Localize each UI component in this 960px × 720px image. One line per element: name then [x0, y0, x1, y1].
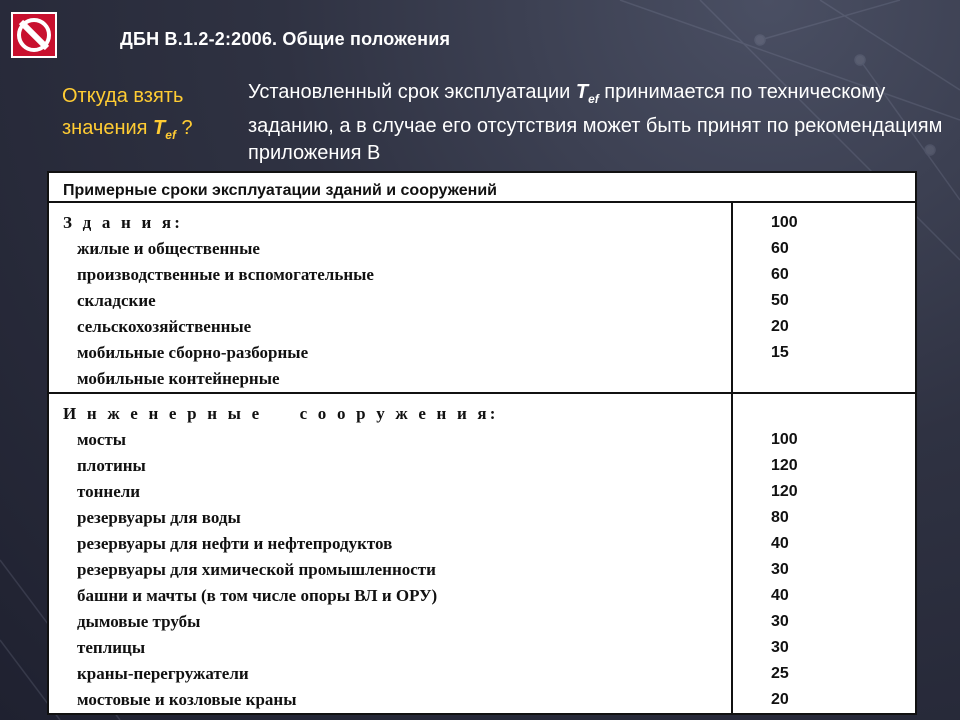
value-item: 80 — [771, 509, 789, 526]
value-item: 30 — [771, 561, 789, 578]
value-item: 15 — [771, 344, 789, 361]
value-item: 60 — [771, 240, 789, 257]
logo-icon — [11, 12, 57, 58]
value-item: 30 — [771, 639, 789, 656]
list-item: мобильные контейнерные — [77, 369, 280, 388]
list-item: производственные и вспомогательные — [77, 265, 374, 284]
answer-part-2: принимается по техническому заданию, а в случае его отсутствия может быть принят по рекомендациям приложения В — [248, 81, 943, 164]
list-item: резервуары для химической промышленности — [77, 560, 436, 579]
list-item: резервуары для воды — [77, 508, 241, 527]
buildings-names-cell — [48, 202, 732, 393]
list-item: складские — [77, 291, 156, 310]
value-item: 30 — [771, 613, 789, 630]
engineering-names-cell — [48, 393, 732, 714]
question-prefix: значения — [62, 117, 154, 139]
buildings-values-cell — [732, 202, 916, 393]
question-suffix: ? — [175, 117, 193, 139]
value-item: 40 — [771, 587, 789, 604]
list-item: резервуары для нефти и нефтепродуктов — [77, 534, 393, 553]
list-item: плотины — [77, 456, 146, 475]
question-text — [62, 80, 242, 151]
service-life-table — [47, 171, 917, 715]
section-title-engineering: И н ж е н е р н ы е с о о р у ж е н и я: — [63, 404, 499, 423]
value-item: 120 — [771, 483, 798, 500]
table-row-engineering — [48, 393, 916, 714]
table-caption: Примерные сроки эксплуатации зданий и сооружений — [48, 172, 916, 202]
list-item: краны-перегружатели — [77, 664, 249, 683]
page-title: ДБН В.1.2-2:2006. Общие положения — [120, 29, 451, 49]
question-symbol: $T_{ef}$ — [153, 117, 176, 142]
answer-part-1: Установленный срок эксплуатации — [248, 81, 576, 103]
answer-symbol: $T_{ef}$ — [575, 81, 599, 106]
value-item: 50 — [771, 292, 789, 309]
list-item: мобильные сборно-разборные — [77, 343, 309, 362]
value-item: 20 — [771, 318, 789, 335]
value-item: 100 — [771, 431, 798, 448]
value-spacer — [771, 401, 915, 427]
value-item: 25 — [771, 665, 789, 682]
answer-text — [248, 79, 948, 167]
section-title-buildings: З д а н и я: — [63, 213, 184, 232]
value-item: 120 — [771, 457, 798, 474]
value-item: 20 — [771, 691, 789, 708]
list-item: тоннели — [77, 482, 141, 501]
engineering-values-cell — [732, 393, 916, 714]
list-item: мостовые и козловые краны — [77, 690, 297, 709]
list-item: башни и мачты (в том числе опоры ВЛ и ОРУ) — [77, 586, 438, 605]
list-item: дымовые трубы — [77, 612, 201, 631]
value-item: 60 — [771, 266, 789, 283]
value-item: 40 — [771, 535, 789, 552]
question-line-2 — [62, 112, 242, 151]
value-item: 100 — [771, 214, 798, 231]
list-item: мосты — [77, 430, 127, 449]
list-item: жилые и общественные — [77, 239, 260, 258]
question-line-1: Откуда взять — [62, 85, 184, 107]
list-item: теплицы — [77, 638, 146, 657]
list-item: сельскохозяйственные — [77, 317, 252, 336]
table-row-buildings — [48, 202, 916, 393]
